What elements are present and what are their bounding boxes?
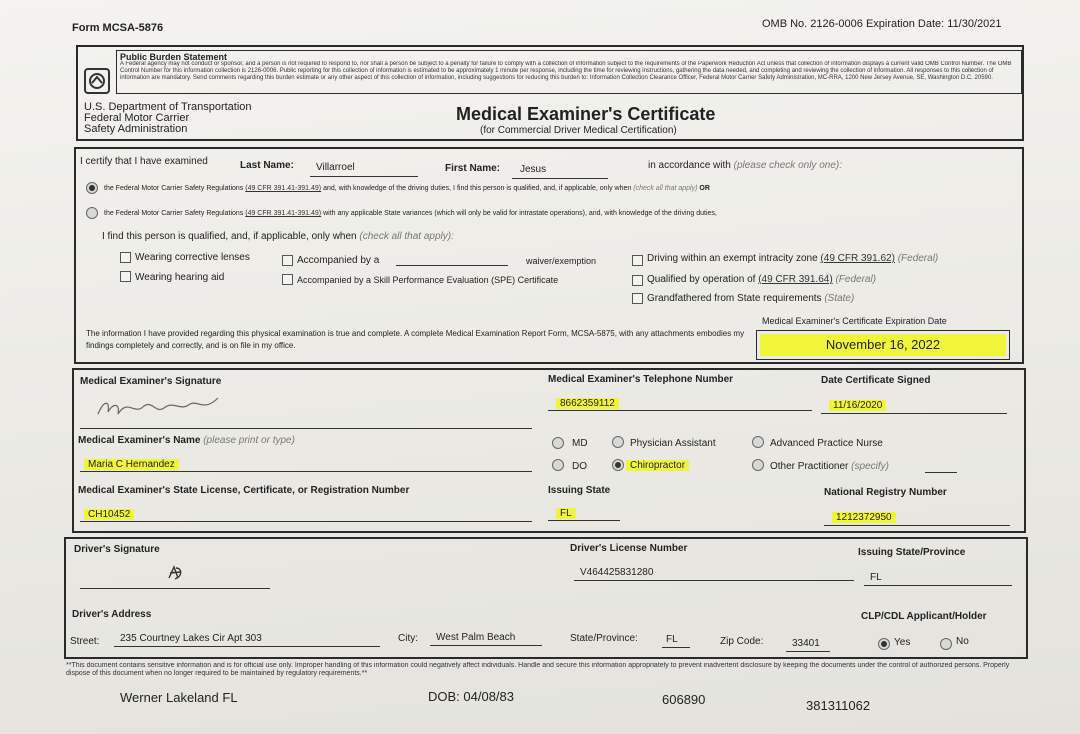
exempt-cfr-link[interactable]: (49 CFR 391.62) <box>820 253 895 264</box>
label-qualified-operation <box>647 274 876 285</box>
option1-or: OR <box>699 185 710 192</box>
driver-license-number: V464425831280 <box>580 567 654 578</box>
certify-intro: I certify that I have examined <box>80 156 208 167</box>
agency-line-1: U.S. Department of Transportation <box>84 101 252 113</box>
handwritten-id-2: 381311062 <box>806 698 871 713</box>
qualified-op-post: (Federal) <box>835 274 877 285</box>
state-value: FL <box>666 634 678 645</box>
option1-post: and, with knowledge of the driving duties, I find this person is qualified, and, if applicable, only when <box>323 185 632 192</box>
form-number: Form MCSA-5876 <box>72 22 164 34</box>
option-federal-regulations <box>104 185 710 192</box>
date-signed: 11/16/2020 <box>829 400 886 411</box>
first-name-label: First Name: <box>445 163 501 174</box>
examiner-phone: 8662359112 <box>556 398 619 409</box>
examiner-phone-label: Medical Examiner's Telephone Number <box>548 374 734 385</box>
label-corrective-lenses: Wearing corrective lenses <box>135 252 250 263</box>
accordance-label: in accordance with <box>648 160 731 171</box>
label-waiver: waiver/exemption <box>526 256 597 266</box>
accordance-text <box>648 160 842 171</box>
handwritten-id-1: 606890 <box>662 692 706 707</box>
expiration-label: Medical Examiner's Certificate Expiration Date <box>762 316 947 326</box>
registry-line <box>824 525 1010 526</box>
license-label: Medical Examiner's State License, Certificate, or Registration Number <box>78 485 410 496</box>
examiner-phone-line <box>548 410 812 411</box>
examiner-name: Maria C Hernandez <box>84 459 179 470</box>
other-hint: (specify) <box>851 461 889 472</box>
examiner-name-line <box>80 471 532 472</box>
first-name-value: Jesus <box>520 164 547 175</box>
label-accompanied: Accompanied by a <box>297 255 380 266</box>
label-grandfathered <box>647 293 854 304</box>
qualified-statement <box>102 231 454 242</box>
zip-line <box>786 651 830 652</box>
label-chiropractor: Chiropractor <box>626 460 689 471</box>
label-exempt-intracity <box>647 253 938 264</box>
qualified-label: I find this person is qualified, and, if applicable, only when <box>102 231 357 242</box>
label-do: DO <box>572 461 587 472</box>
certificate-subtitle: (for Commercial Driver Medical Certification) <box>480 125 677 136</box>
burden-title: Public Burden Statement <box>120 52 228 62</box>
option2-pre: the Federal Motor Carrier Safety Regulations <box>104 210 244 217</box>
registry-label: National Registry Number <box>824 487 947 498</box>
driver-address-label: Driver's Address <box>72 609 152 620</box>
checkbox-hearing-aid[interactable] <box>120 271 131 282</box>
waiver-line <box>396 265 508 266</box>
state-line <box>662 647 690 648</box>
examiner-name-hint: (please print or type) <box>203 435 295 446</box>
driver-license-label: Driver's License Number <box>570 543 688 554</box>
qualified-op-pre: Qualified by operation of <box>647 274 756 285</box>
city-value: West Palm Beach <box>436 632 516 643</box>
checkbox-exempt-intracity[interactable] <box>632 255 643 266</box>
dot-logo-icon <box>84 68 110 94</box>
other-label: Other Practitioner <box>770 461 849 472</box>
street-line <box>114 646 380 647</box>
state-label: State/Province: <box>570 633 638 644</box>
driver-signature-label: Driver's Signature <box>74 544 160 555</box>
exempt-post: (Federal) <box>897 253 939 264</box>
agency-line-3: Safety Administration <box>84 123 188 135</box>
examination-statement: The information I have provided regarding this physical examination is true and complete. A complete Medical Examination Report Form, MCSA-5875, with any attachments embodies my findings completely and correctly, and is on file in my office. <box>86 329 745 350</box>
option-state-variances <box>104 210 717 217</box>
driver-signature-line <box>80 588 270 589</box>
label-clp-yes: Yes <box>894 637 911 648</box>
label-md: MD <box>572 438 588 449</box>
expiration-date: November 16, 2022 <box>760 334 1006 356</box>
omb-number: OMB No. 2126-0006 Expiration Date: 11/30/2021 <box>762 18 1002 30</box>
clp-cdl-label: CLP/CDL Applicant/Holder <box>861 611 987 622</box>
driver-issuing-line <box>864 585 1012 586</box>
issuing-state: FL <box>556 508 576 519</box>
radio-clp-no[interactable] <box>940 638 952 650</box>
examiner-signature-line <box>80 428 532 429</box>
radio-other-practitioner[interactable] <box>752 459 764 471</box>
option1-hint: (check all that apply) <box>633 185 698 192</box>
examiner-signature-scribble <box>94 392 224 427</box>
option2-cfr-link[interactable]: (49 CFR 391.41-391.49) <box>245 210 322 217</box>
street-value: 235 Courtney Lakes Cir Apt 303 <box>120 633 262 644</box>
radio-physician-assistant[interactable] <box>612 436 624 448</box>
option1-pre: the Federal Motor Carrier Safety Regulations <box>104 185 244 192</box>
radio-federal-regulations[interactable] <box>86 182 98 194</box>
handwritten-location: Werner Lakeland FL <box>120 690 238 705</box>
radio-state-variances[interactable] <box>86 207 98 219</box>
city-line <box>430 645 542 646</box>
option2-post: with any applicable State variances (which will only be valid for intrastate operations), and, with knowledge of the driving duties, <box>323 210 717 217</box>
label-advanced-practice-nurse: Advanced Practice Nurse <box>770 438 883 449</box>
radio-clp-yes[interactable] <box>878 638 890 650</box>
license-line <box>80 521 532 522</box>
examiner-name-row <box>78 435 295 446</box>
label-other-practitioner <box>770 461 889 472</box>
accordance-hint: (please check only one): <box>733 160 843 171</box>
issuing-state-label: Issuing State <box>548 485 611 496</box>
label-physician-assistant: Physician Assistant <box>630 438 716 449</box>
burden-text: A Federal agency may not conduct or sponsor, and a person is not required to respond to, nor shall a person be subject to a penalty for failure to comply with a collection of information subject to the requirements of the Paperwork Reduction Act unless that collection of information displays a current valid OMB Control Number. The OMB Control Number for this information collection is 2126-0006. Public reporting for this collection of information is estimated to be approximately 1 minute per response, including the time for reviewing instructions, gathering the data needed, and completing and reviewing the collection of information. All responses to this collection of information are mandatory. Send comments regarding this burden estimate or any other aspect of this collection of information, including suggestions for reducing this burden to: Information Collection Clearance Officer, Federal Motor Carrier Safety Administration, MC-RRA, 1200 New Jersey Avenue, SE, Washington D.C. 20590. <box>120 61 1012 81</box>
agency-name <box>84 102 252 135</box>
last-name-value: Villarroel <box>316 162 355 173</box>
street-label: Street: <box>70 636 100 647</box>
label-clp-no: No <box>956 636 969 647</box>
zip-value: 33401 <box>792 638 820 649</box>
certificate-title: Medical Examiner's Certificate <box>456 104 716 124</box>
checkbox-waiver[interactable] <box>282 255 293 266</box>
sensitive-notice: **This document contains sensitive information and is for official use only. Improper handling of this information could negatively affect individuals. Handle and secure this information appropriately to prevent inadvertent disclosure by keeping the documents under the control of authorized persons. Properly dispose of this document when no longer required to be maintained by regulatory requirements.** <box>66 662 1010 677</box>
checkbox-spe[interactable] <box>282 274 293 285</box>
date-signed-label: Date Certificate Signed <box>821 375 931 386</box>
issuing-state-line <box>548 520 620 521</box>
examiner-name-label: Medical Examiner's Name <box>78 435 201 446</box>
examiner-signature-label: Medical Examiner's Signature <box>80 376 222 387</box>
radio-do[interactable] <box>552 459 564 471</box>
checkbox-corrective-lenses[interactable] <box>120 252 131 263</box>
label-hearing-aid: Wearing hearing aid <box>135 272 225 283</box>
qualified-hint: (check all that apply): <box>359 231 454 242</box>
agency-line-2: Federal Motor Carrier <box>84 112 190 124</box>
registry-number: 1212372950 <box>832 512 896 523</box>
other-line <box>925 472 957 473</box>
radio-chiropractor[interactable] <box>612 459 624 471</box>
exempt-pre: Driving within an exempt intracity zone <box>647 253 818 264</box>
last-name-line <box>310 176 418 177</box>
label-spe: Accompanied by a Skill Performance Evaluation (SPE) Certificate <box>297 275 559 285</box>
driver-signature-scribble <box>166 564 186 587</box>
radio-advanced-practice-nurse[interactable] <box>752 436 764 448</box>
checkbox-grandfathered[interactable] <box>632 293 643 304</box>
handwritten-dob: DOB: 04/08/83 <box>428 689 514 704</box>
last-name-label: Last Name: <box>240 160 294 171</box>
first-name-line <box>512 178 608 179</box>
option1-cfr-link[interactable]: (49 CFR 391.41-391.49) <box>245 185 322 192</box>
driver-issuing-label: Issuing State/Province <box>858 547 966 558</box>
license-number: CH10452 <box>84 509 134 520</box>
driver-license-line <box>574 580 854 581</box>
checkbox-qualified-operation[interactable] <box>632 275 643 286</box>
grandfathered-label: Grandfathered from State requirements <box>647 293 822 304</box>
zip-label: Zip Code: <box>720 636 764 647</box>
qualified-op-cfr-link[interactable]: (49 CFR 391.64) <box>758 274 833 285</box>
date-signed-line <box>821 413 1007 414</box>
driver-issuing-state: FL <box>870 572 882 583</box>
city-label: City: <box>398 633 418 644</box>
grandfathered-post: (State) <box>824 293 855 304</box>
radio-md[interactable] <box>552 437 564 449</box>
